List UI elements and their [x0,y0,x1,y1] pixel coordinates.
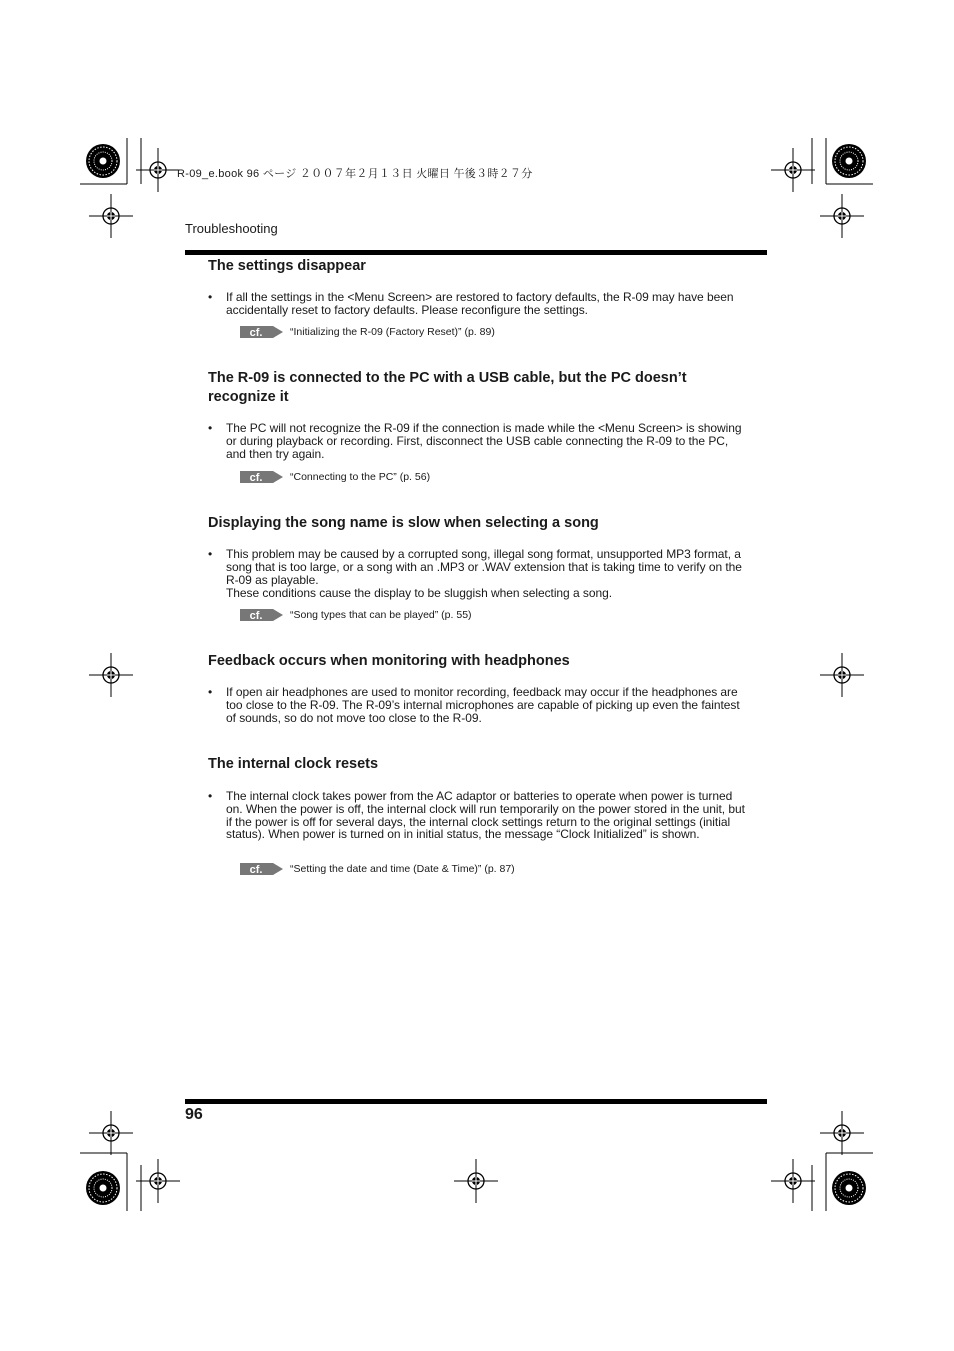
cross-reference-link[interactable]: “Initializing the R-09 (Factory Reset)” (p. 89) [290,326,495,338]
heading-feedback-headphones: Feedback occurs when monitoring with headphones [208,653,570,669]
running-head: Troubleshooting [185,221,278,236]
cross-reference-link[interactable]: “Song types that can be played” (p. 55) [290,609,472,621]
body-text-continued: These conditions cause the display to be sluggish when selecting a song. [226,586,612,600]
bullet: • [208,789,213,803]
cf-arrow-icon [240,608,284,622]
body-text: The internal clock takes power from the AC adaptor or batteries to operate when power is turned on. When the power is off, the internal clock will run temporarily on the power stored in the unit, but if the power is off for several days, the internal clock settings return to the original settings (initial status). When power is turned on in initial status, the message “Clock Initialized” is shown. [226,789,745,842]
body-text: If open air headphones are used to monitor recording, feedback may occur if the headphones are too close to the R-09. The R-09’s internal microphones are capable of picking up even the faintest of sounds, so do not move too close to the R-09. [226,685,740,725]
cf-label: cf. [249,864,263,876]
cf-label: cf. [249,610,263,622]
cross-reference-link[interactable]: “Connecting to the PC” (p. 56) [290,471,431,483]
body-text: This problem may be caused by a corrupted song, illegal song format, unsupported MP3 format, a song that is too large, or a song with an .MP3 or .WAV extension that is taking time to verify on the R-09 as playable. [226,547,742,587]
cf-arrow-icon [240,862,284,876]
bullet: • [208,685,213,699]
cf-arrow-icon [240,470,284,484]
heading-usb-not-recognized: The R-09 is connected to the PC with a USB cable, but the PC doesn’t recognize it [208,370,687,405]
bottom-rule [185,1099,767,1104]
body-text: If all the settings in the <Menu Screen> are restored to factory defaults, the R-09 may have been accidentally reset to factory defaults. Please reconfigure the settings. [226,290,734,317]
cross-reference-link[interactable]: “Setting the date and time (Date & Time)” (p. 87) [290,863,515,875]
cf-label: cf. [249,327,263,339]
heading-settings-disappear: The settings disappear [208,258,366,274]
bullet: • [208,421,213,435]
cf-label: cf. [249,472,263,484]
cf-arrow-icon [240,325,284,339]
bullet: • [208,290,213,304]
body-text: The PC will not recognize the R-09 if the connection is made while the <Menu Screen> is showing or during playback or recording. First, disconnect the USB cable connecting the R-09 to the PC, and then try again. [226,421,742,461]
top-rule [185,250,767,255]
bullet: • [208,547,213,561]
page-number: 96 [185,1106,203,1123]
heading-song-name-slow: Displaying the song name is slow when selecting a song [208,515,599,531]
print-header: R-09_e.book 96 ページ ２００７年２月１３日 火曜日 午後３時２７分 [177,168,533,180]
heading-internal-clock-resets: The internal clock resets [208,756,379,772]
